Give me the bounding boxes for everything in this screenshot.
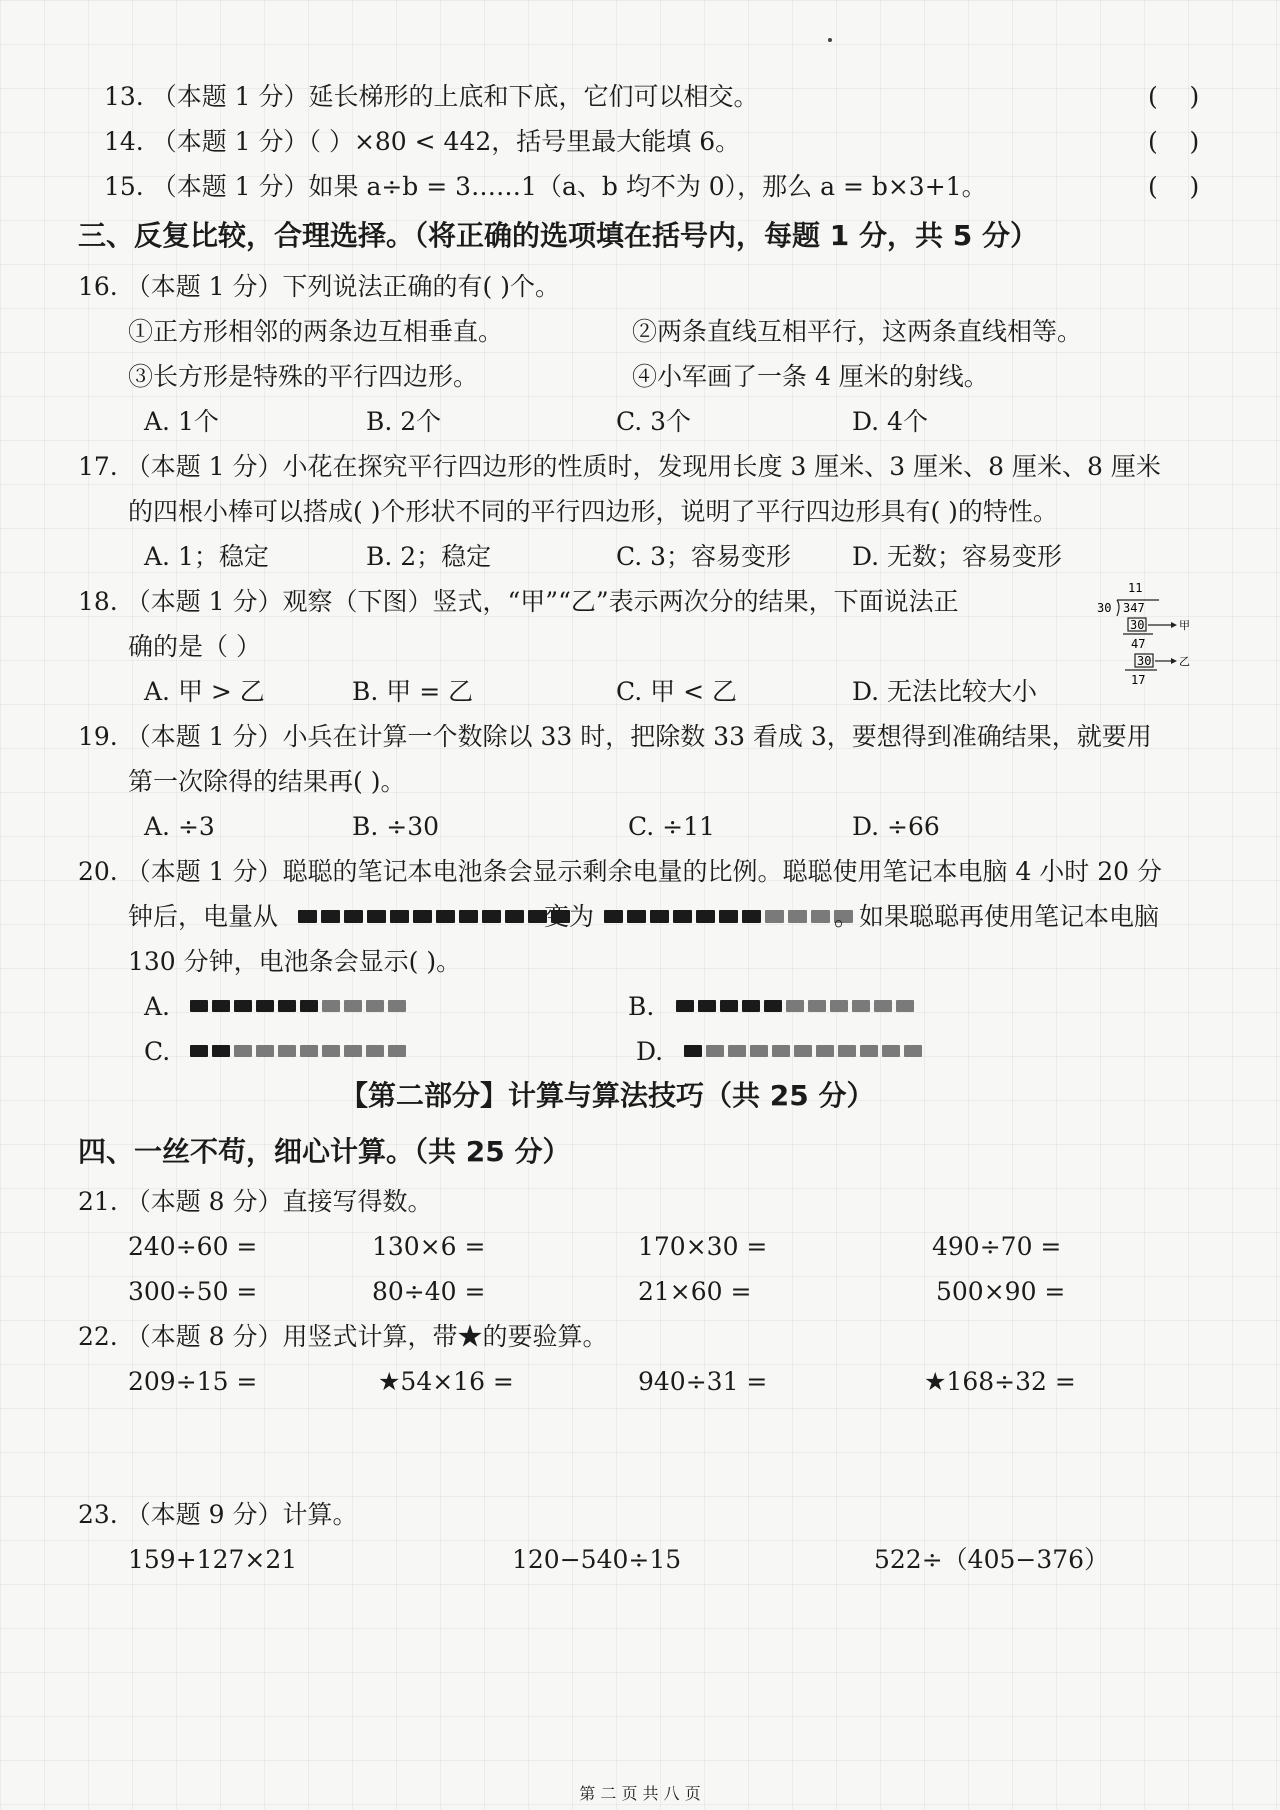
q18-option-a[interactable]: A. 甲 > 乙 xyxy=(144,677,265,706)
question-19-line1: 19. （本题 1 分）小兵在计算一个数除以 33 时，把除数 33 看成 3，要想得到准确结果，就要用 xyxy=(78,722,1152,751)
question-17-line1: 17. （本题 1 分）小花在探究平行四边形的性质时，发现用长度 3 厘米、3 厘米、8 厘米、8 厘米 xyxy=(78,452,1161,481)
page-footer: 第 二 页 共 八 页 xyxy=(579,1784,701,1803)
statement-4: ④小军画了一条 4 厘米的射线。 xyxy=(632,362,989,391)
battery-segment-full xyxy=(436,910,455,923)
q20-option-c-battery xyxy=(190,1045,406,1057)
question-19-line2: 第一次除得的结果再( )。 xyxy=(128,767,406,796)
calc-21-1: 240÷60 = xyxy=(128,1232,258,1261)
answer-blank-13[interactable]: ( ) xyxy=(1148,82,1200,111)
battery-before xyxy=(298,910,570,923)
battery-segment-empty xyxy=(882,1045,900,1057)
battery-segment-full xyxy=(344,910,363,923)
question-16: 16. （本题 1 分）下列说法正确的有( )个。 xyxy=(78,272,560,301)
q19-option-b[interactable]: B. ÷30 xyxy=(352,812,440,841)
battery-segment-empty xyxy=(388,1000,406,1012)
q18-option-d[interactable]: D. 无法比较大小 xyxy=(852,677,1038,706)
q17-option-d[interactable]: D. 无数；容易变形 xyxy=(852,542,1063,571)
question-23: 23. （本题 9 分）计算。 xyxy=(78,1500,358,1529)
battery-segment-empty xyxy=(706,1045,724,1057)
scan-dot xyxy=(828,38,832,42)
q16-option-c[interactable]: C. 3个 xyxy=(616,407,692,436)
question-21: 21. （本题 8 分）直接写得数。 xyxy=(78,1187,433,1216)
battery-segment-empty xyxy=(322,1045,340,1057)
calc-21-3: 170×30 = xyxy=(638,1232,768,1261)
battery-segment-empty xyxy=(788,910,807,923)
battery-segment-full xyxy=(367,910,386,923)
calc-23-1: 159+127×21 xyxy=(128,1545,298,1574)
battery-segment-empty xyxy=(278,1045,296,1057)
battery-segment-full xyxy=(482,910,501,923)
q20-option-d[interactable]: D. xyxy=(636,1037,664,1066)
division-step2: 30 xyxy=(1137,654,1152,668)
battery-segment-empty xyxy=(860,1045,878,1057)
battery-segment-full xyxy=(212,1045,230,1057)
calc-21-6: 80÷40 = xyxy=(372,1277,486,1306)
battery-after xyxy=(604,910,853,923)
battery-segment-full xyxy=(720,1000,738,1012)
battery-segment-full xyxy=(212,1000,230,1012)
section-4-title: 四、一丝不苟，细心计算。（共 25 分） xyxy=(78,1135,571,1168)
calc-21-5: 300÷50 = xyxy=(128,1277,258,1306)
battery-segment-full xyxy=(321,910,340,923)
battery-segment-full xyxy=(764,1000,782,1012)
question-20-line1: 20. （本题 1 分）聪聪的笔记本电池条会显示剩余电量的比例。聪聪使用笔记本电脑 4 小时 20 分 xyxy=(78,857,1163,886)
q20-option-b[interactable]: B. xyxy=(628,992,655,1021)
battery-segment-empty xyxy=(830,1000,848,1012)
calc-21-4: 490÷70 = xyxy=(932,1232,1062,1261)
division-rem2: 17 xyxy=(1131,673,1146,687)
q17-option-b[interactable]: B. 2；稳定 xyxy=(366,542,492,571)
battery-segment-empty xyxy=(904,1045,922,1057)
part-2-title: 【第二部分】计算与算法技巧（共 25 分） xyxy=(340,1079,875,1112)
battery-segment-full xyxy=(742,910,761,923)
long-division-figure xyxy=(1095,578,1205,698)
question-17-line2: 的四根小棒可以搭成( )个形状不同的平行四边形，说明了平行四边形具有( )的特性。 xyxy=(128,497,1058,526)
q20-option-a-battery xyxy=(190,1000,406,1012)
battery-segment-full xyxy=(505,910,524,923)
battery-segment-full xyxy=(413,910,432,923)
question-20-line3: 130 分钟，电池条会显示( )。 xyxy=(128,947,462,976)
battery-segment-full xyxy=(190,1045,208,1057)
battery-segment-empty xyxy=(772,1045,790,1057)
battery-segment-empty xyxy=(322,1000,340,1012)
q18-option-b[interactable]: B. 甲 = 乙 xyxy=(352,677,474,706)
question-13: 13. （本题 1 分）延长梯形的上底和下底，它们可以相交。 xyxy=(104,82,759,111)
battery-segment-full xyxy=(256,1000,274,1012)
battery-segment-full xyxy=(742,1000,760,1012)
battery-segment-empty xyxy=(816,1045,834,1057)
battery-segment-full xyxy=(650,910,669,923)
battery-segment-empty xyxy=(366,1045,384,1057)
battery-segment-full xyxy=(459,910,478,923)
division-rem1: 47 xyxy=(1131,637,1146,651)
calc-22-1: 209÷15 = xyxy=(128,1367,258,1396)
battery-segment-full xyxy=(604,910,623,923)
q17-option-a[interactable]: A. 1；稳定 xyxy=(144,542,269,571)
battery-segment-empty xyxy=(811,910,830,923)
calc-23-3: 522÷（405−376） xyxy=(874,1545,1110,1574)
q19-option-d[interactable]: D. ÷66 xyxy=(852,812,940,841)
division-quotient: 11 xyxy=(1128,581,1143,595)
battery-segment-full xyxy=(278,1000,296,1012)
question-20-line2a: 钟后，电量从 xyxy=(128,902,279,931)
calc-21-8: 500×90 = xyxy=(936,1277,1066,1306)
battery-segment-empty xyxy=(786,1000,804,1012)
question-14: 14. （本题 1 分）（ ）×80 < 442，括号里最大能填 6。 xyxy=(104,127,741,156)
question-18-line2: 确的是（ ） xyxy=(128,632,261,661)
q16-option-a[interactable]: A. 1个 xyxy=(144,407,219,436)
battery-segment-full xyxy=(190,1000,208,1012)
calc-22-3: 940÷31 = xyxy=(638,1367,768,1396)
battery-segment-empty xyxy=(256,1045,274,1057)
q20-option-d-battery xyxy=(684,1045,922,1057)
battery-segment-empty xyxy=(366,1000,384,1012)
division-label-jia: 甲 xyxy=(1179,619,1190,632)
battery-segment-full xyxy=(719,910,738,923)
section-3-title: 三、反复比较，合理选择。（将正确的选项填在括号内，每题 1 分，共 5 分） xyxy=(78,219,1038,252)
question-20-line2c: 。如果聪聪再使用笔记本电脑 xyxy=(834,902,1160,931)
q18-option-c[interactable]: C. 甲 < 乙 xyxy=(616,677,737,706)
answer-blank-14[interactable]: ( ) xyxy=(1148,127,1200,156)
calc-21-7: 21×60 = xyxy=(638,1277,752,1306)
q20-option-b-battery xyxy=(676,1000,914,1012)
q20-option-c[interactable]: C. xyxy=(144,1037,171,1066)
battery-segment-empty xyxy=(344,1045,362,1057)
q19-option-c[interactable]: C. ÷11 xyxy=(628,812,715,841)
division-dividend: 347 xyxy=(1123,601,1145,615)
battery-segment-full xyxy=(696,910,715,923)
battery-segment-empty xyxy=(234,1045,252,1057)
calc-22-2: ★54×16 = xyxy=(378,1367,514,1396)
battery-segment-empty xyxy=(896,1000,914,1012)
battery-segment-full xyxy=(684,1045,702,1057)
battery-segment-full xyxy=(234,1000,252,1012)
battery-segment-full xyxy=(298,910,317,923)
calc-22-4: ★168÷32 = xyxy=(924,1367,1076,1396)
division-label-yi: 乙 xyxy=(1179,655,1190,668)
question-15: 15. （本题 1 分）如果 a÷b = 3……1（a、b 均不为 0），那么 a = b×3+1。 xyxy=(104,172,987,201)
question-18-line1: 18. （本题 1 分）观察（下图）竖式，“甲”“乙”表示两次分的结果，下面说法正 xyxy=(78,587,959,616)
battery-segment-empty xyxy=(808,1000,826,1012)
battery-segment-full xyxy=(627,910,646,923)
statement-2: ②两条直线互相平行，这两条直线相等。 xyxy=(632,317,1083,346)
battery-segment-full xyxy=(300,1000,318,1012)
battery-segment-full xyxy=(676,1000,694,1012)
division-divisor: 30 xyxy=(1097,601,1112,615)
q16-option-b[interactable]: B. 2个 xyxy=(366,407,442,436)
battery-segment-empty xyxy=(838,1045,856,1057)
battery-segment-empty xyxy=(852,1000,870,1012)
battery-segment-empty xyxy=(344,1000,362,1012)
battery-segment-empty xyxy=(765,910,784,923)
statement-1: ①正方形相邻的两条边互相垂直。 xyxy=(128,317,504,346)
battery-segment-full xyxy=(673,910,692,923)
battery-segment-empty xyxy=(794,1045,812,1057)
division-step1: 30 xyxy=(1130,618,1145,632)
q16-option-d[interactable]: D. 4个 xyxy=(852,407,928,436)
q20-option-a[interactable]: A. xyxy=(144,992,171,1021)
statement-3: ③长方形是特殊的平行四边形。 xyxy=(128,362,479,391)
question-22: 22. （本题 8 分）用竖式计算，带★的要验算。 xyxy=(78,1322,608,1351)
question-20-line2b: 变为 xyxy=(544,902,595,931)
q17-option-c[interactable]: C. 3；容易变形 xyxy=(616,542,792,571)
calc-21-2: 130×6 = xyxy=(372,1232,486,1261)
q19-option-a[interactable]: A. ÷3 xyxy=(144,812,215,841)
battery-segment-empty xyxy=(750,1045,768,1057)
battery-segment-empty xyxy=(388,1045,406,1057)
battery-segment-empty xyxy=(728,1045,746,1057)
battery-segment-full xyxy=(390,910,409,923)
answer-blank-15[interactable]: ( ) xyxy=(1148,172,1200,201)
battery-segment-full xyxy=(698,1000,716,1012)
battery-segment-empty xyxy=(874,1000,892,1012)
battery-segment-empty xyxy=(300,1045,318,1057)
calc-23-2: 120−540÷15 xyxy=(512,1545,682,1574)
